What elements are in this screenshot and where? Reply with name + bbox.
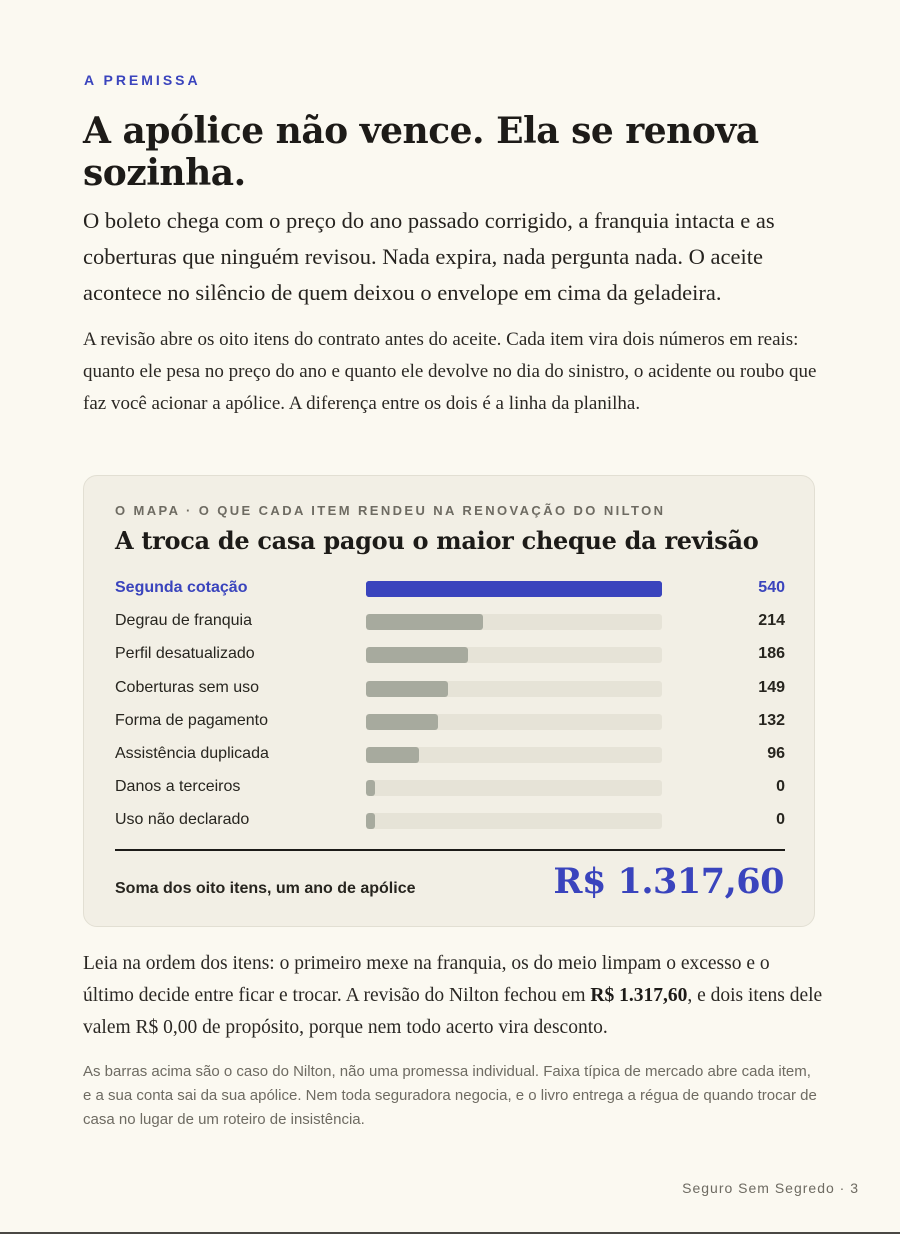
bar-label: Degrau de franquia bbox=[115, 612, 252, 630]
bar-track bbox=[366, 747, 662, 763]
bar-value-label: 149 bbox=[758, 678, 785, 696]
bar-track bbox=[366, 614, 662, 630]
bar-row bbox=[115, 610, 785, 634]
bar-label: Assistência duplicada bbox=[115, 745, 269, 762]
bar-value-label: 214 bbox=[758, 612, 785, 630]
page-title: A apólice não vence. Ela se renova sozinha. bbox=[83, 110, 759, 194]
total-label: Soma dos oito itens, um ano de apólice bbox=[115, 880, 416, 897]
body-paragraph: A revisão abre os oito itens do contrato antes do aceite. Cada item vira dois números em reais: quanto ele pesa no preço do ano e quanto ele devolve no dia do sinistro, o acidente ou roubo que faz você acionar a apólice. A diferença entre os dois é a linha da planilha. bbox=[83, 329, 817, 414]
after-paragraph bbox=[83, 948, 823, 1044]
bar-value-label: 96 bbox=[767, 745, 785, 762]
bar-row bbox=[115, 710, 785, 734]
bar-track bbox=[366, 681, 662, 697]
bar-track bbox=[366, 813, 662, 829]
disclaimer-note: As barras acima são o caso do Nilton, não uma promessa individual. Faixa típica de mercado abre cada item, e a sua conta sai da sua apólice. Nem toda seguradora negocia, e o livro entrega a régua de quando trocar de casa no lugar de um roteiro de insistência. bbox=[83, 1063, 817, 1128]
bar-label: Segunda cotação bbox=[115, 579, 248, 596]
bar-track bbox=[366, 581, 662, 597]
chart-title: A troca de casa pagou o maior cheque da revisão bbox=[115, 526, 759, 555]
section-eyebrow: A PREMISSA bbox=[84, 72, 201, 88]
after-text-2: , e dois itens dele valem R$ 0,00 de propósito, porque nem todo acerto vira desconto. bbox=[83, 985, 823, 1038]
chart-eyebrow: O MAPA · O QUE CADA ITEM RENDEU NA RENOVAÇÃO DO NILTON bbox=[115, 503, 666, 518]
after-text-1: Leia na ordem dos itens: o primeiro mexe na franquia, os do meio limpam o excesso e o último decide entre ficar e trocar. A revisão do Nilton fechou em bbox=[83, 953, 770, 1006]
bar-label: Danos a terceiros bbox=[115, 778, 241, 796]
after-total: R$ 1.317,60 bbox=[590, 985, 688, 1006]
bar bbox=[366, 780, 375, 796]
bar-row bbox=[115, 743, 785, 767]
bar bbox=[366, 681, 448, 697]
bar bbox=[366, 813, 375, 829]
bar-value-label: 0 bbox=[776, 778, 785, 796]
bar-value-label: 0 bbox=[776, 811, 785, 829]
bar-value-label: 540 bbox=[758, 579, 785, 596]
bar-value-label: 186 bbox=[758, 645, 785, 663]
total-divider bbox=[115, 849, 785, 851]
bar bbox=[366, 747, 419, 763]
bar-row bbox=[115, 776, 785, 800]
bar-row bbox=[115, 577, 785, 601]
bar-label: Coberturas sem uso bbox=[115, 678, 260, 696]
bar bbox=[366, 614, 483, 630]
total-value: R$ 1.317,60 bbox=[553, 861, 784, 902]
bar-label: Forma de pagamento bbox=[115, 711, 268, 729]
bar-label: Perfil desatualizado bbox=[115, 645, 255, 663]
bar-track bbox=[366, 647, 662, 663]
bar-label: Uso não declarado bbox=[115, 811, 250, 829]
bar-row bbox=[115, 643, 785, 667]
chart-card bbox=[83, 475, 815, 927]
bar-value-label: 132 bbox=[758, 711, 785, 729]
bar-track bbox=[366, 780, 662, 796]
lead-paragraph: O boleto chega com o preço do ano passado corrigido, a franquia intacta e as coberturas que ninguém revisou. Nada expira, nada pergunta nada. O aceite acontece no silêncio de quem deixou o envelope em cima da geladeira. bbox=[83, 208, 775, 305]
bar-row bbox=[115, 677, 785, 701]
bar-row bbox=[115, 809, 785, 833]
bar bbox=[366, 714, 438, 730]
bar bbox=[366, 581, 662, 597]
page-footer: Seguro Sem Segredo · 3 bbox=[682, 1180, 859, 1196]
bar-track bbox=[366, 714, 662, 730]
bar bbox=[366, 647, 468, 663]
